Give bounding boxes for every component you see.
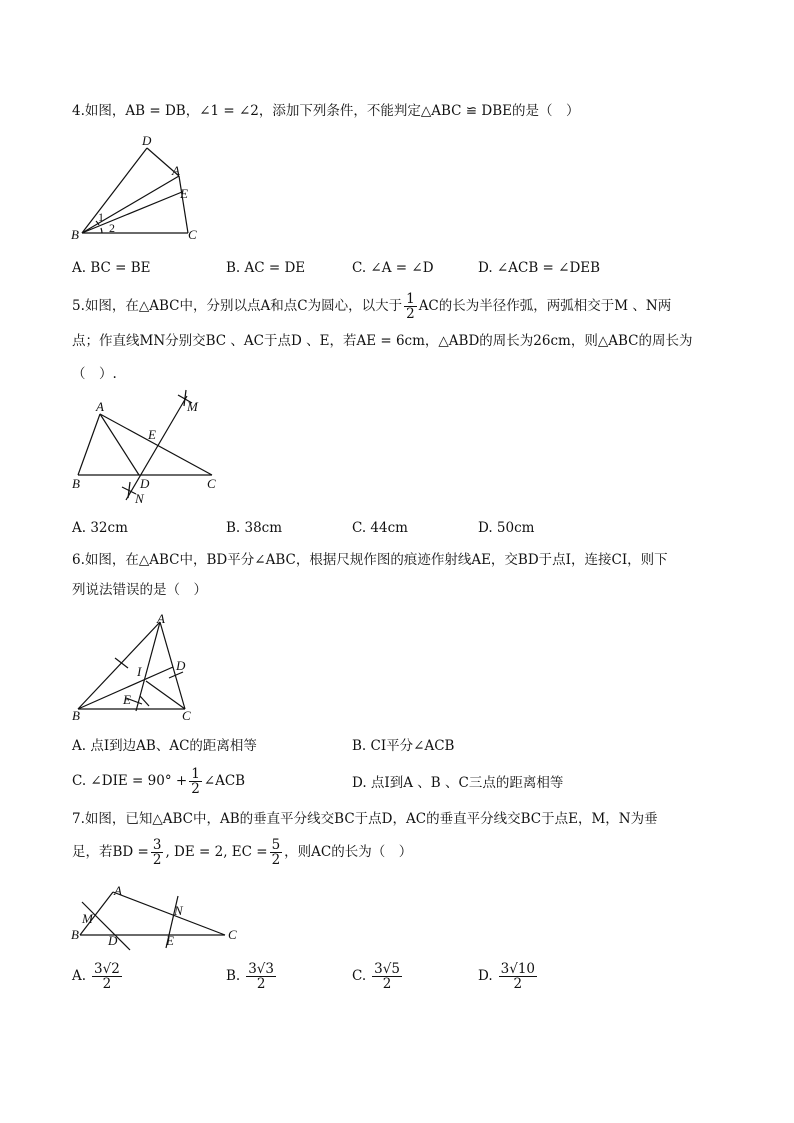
q7-optc-letter: C. — [352, 968, 367, 984]
q6-line-2: 列说法错误的是（ ） — [72, 582, 207, 598]
q7-label-D: D — [108, 933, 118, 948]
q7-line-1: 7.如图，已知△ABC中，AB的垂直平分线交BC于点D，AC的垂直平分线交BC于点E，M，N为垂 — [72, 811, 658, 827]
q5-label-M: M — [187, 399, 198, 414]
q7-opta-letter: A. — [72, 968, 87, 984]
q6-optc-fraction — [189, 767, 202, 796]
q4-angle-2: 2 — [109, 221, 115, 235]
q7-optb-fraction — [246, 962, 276, 991]
q5-figure — [66, 386, 226, 510]
q5-line-2: 点；作直线MN分别交BC 、AC于点D 、E，若AE = 6cm，△ABD的周长为26cm，则△ABC的周长为 — [72, 333, 693, 349]
q6-option-c[interactable] — [72, 767, 245, 796]
q7-optb-letter: B. — [226, 968, 241, 984]
q7-line-2 — [72, 838, 412, 867]
q7-option-a[interactable] — [72, 962, 124, 991]
q7-label-C: C — [228, 927, 237, 942]
q6-optc-den: 2 — [191, 781, 200, 797]
q4-label-E: E — [180, 186, 188, 201]
q7-optd-den: 2 — [513, 976, 523, 992]
q4-option-c[interactable]: C. ∠A = ∠D — [352, 260, 434, 276]
q4-label-A: A — [172, 163, 180, 178]
q7-ec-den: 2 — [271, 852, 281, 868]
q7-optd-fraction — [499, 962, 537, 991]
q7-ec-num: 5 — [271, 837, 281, 853]
q7-option-d[interactable] — [478, 962, 539, 991]
q7-label-E: E — [166, 933, 174, 948]
q5-label-B: B — [72, 476, 80, 491]
q6-label-D: D — [176, 658, 186, 673]
q7-bd-fraction — [151, 838, 164, 867]
q5-line-3: （ ）. — [72, 366, 117, 382]
q5-option-b[interactable]: B. 38cm — [226, 520, 283, 536]
q4-label-D: D — [142, 133, 152, 148]
q7-bd-den: 2 — [152, 852, 162, 868]
q7-option-c[interactable] — [352, 962, 404, 991]
q7-optc-fraction — [372, 962, 402, 991]
q7-line2-mid: , DE = 2, EC = — [165, 844, 268, 860]
q7-ec-fraction — [270, 838, 283, 867]
q4-figure — [68, 132, 208, 242]
q7-opta-den: 2 — [102, 976, 112, 992]
q6-line-1: 6.如图，在△ABC中，BD平分∠ABC，根据尺规作图的痕迹作射线AE，交BD于点I，连接CI，则下 — [72, 552, 668, 568]
q6-optc-num: 1 — [191, 766, 200, 782]
q7-optc-num: 3√5 — [374, 961, 400, 977]
q7-optb-num: 3√3 — [248, 961, 274, 977]
q4-label-C: C — [188, 227, 197, 242]
q5-option-d[interactable]: D. 50cm — [478, 520, 535, 536]
q5-line1-post: AC的长为半径作弧，两弧相交于M 、N两 — [418, 298, 672, 314]
q7-opta-fraction — [92, 962, 122, 991]
q5-frac-den: 2 — [406, 306, 415, 322]
q7-option-b[interactable] — [226, 962, 278, 991]
q6-optc-post: ∠ACB — [203, 773, 246, 789]
q6-label-E: E — [123, 692, 131, 707]
q5-line-1 — [72, 292, 671, 321]
q6-optc-pre: C. ∠DIE = 90° + — [72, 773, 188, 789]
q4-option-a[interactable]: A. BC = BE — [72, 260, 151, 276]
q7-label-B: B — [71, 927, 79, 942]
q6-label-I: I — [137, 664, 142, 679]
q5-option-c[interactable]: C. 44cm — [352, 520, 408, 536]
q5-option-a[interactable]: A. 32cm — [72, 520, 128, 536]
q4-option-d[interactable]: D. ∠ACB = ∠DEB — [478, 260, 601, 276]
q6-option-d[interactable]: D. 点I到A 、B 、C三点的距离相等 — [352, 775, 564, 791]
q6-option-b[interactable]: B. CI平分∠ACB — [352, 738, 455, 754]
q7-optd-letter: D. — [478, 968, 493, 984]
q5-label-C: C — [207, 476, 216, 491]
q6-label-A: A — [157, 611, 165, 626]
q6-option-a[interactable]: A. 点I到边AB、AC的距离相等 — [72, 738, 257, 754]
q7-figure — [66, 882, 246, 952]
q7-line2-post: ，则AC的长为（ ） — [284, 844, 413, 860]
q7-label-N: N — [174, 903, 183, 918]
q5-label-N: N — [135, 491, 144, 506]
q5-line1-pre: 5.如图，在△ABC中，分别以点A和点C为圆心，以大于 — [72, 298, 403, 314]
q4-stem: 4.如图，AB = DB，∠1 = ∠2，添加下列条件，不能判定△ABC ≌ DBE的是（ ） — [72, 103, 580, 119]
q7-label-A: A — [114, 883, 122, 898]
q6-label-B: B — [72, 708, 80, 723]
q7-bd-num: 3 — [152, 837, 162, 853]
q6-label-C: C — [182, 708, 191, 723]
q7-optb-den: 2 — [256, 976, 266, 992]
q7-optc-den: 2 — [382, 976, 392, 992]
q7-label-M: M — [82, 911, 93, 926]
q4-angle-1: 1 — [98, 210, 104, 224]
q7-line2-pre: 足，若BD = — [72, 844, 149, 860]
q4-option-b[interactable]: B. AC = DE — [226, 260, 306, 276]
q5-label-E: E — [148, 427, 156, 442]
q5-label-A: A — [96, 399, 104, 414]
q5-frac-num: 1 — [406, 291, 415, 307]
q6-figure — [66, 610, 206, 726]
q5-label-D: D — [140, 476, 150, 491]
q4-label-B: B — [71, 227, 79, 242]
q7-opta-num: 3√2 — [94, 961, 120, 977]
q7-optd-num: 3√10 — [500, 961, 536, 977]
q5-fraction — [404, 292, 417, 321]
